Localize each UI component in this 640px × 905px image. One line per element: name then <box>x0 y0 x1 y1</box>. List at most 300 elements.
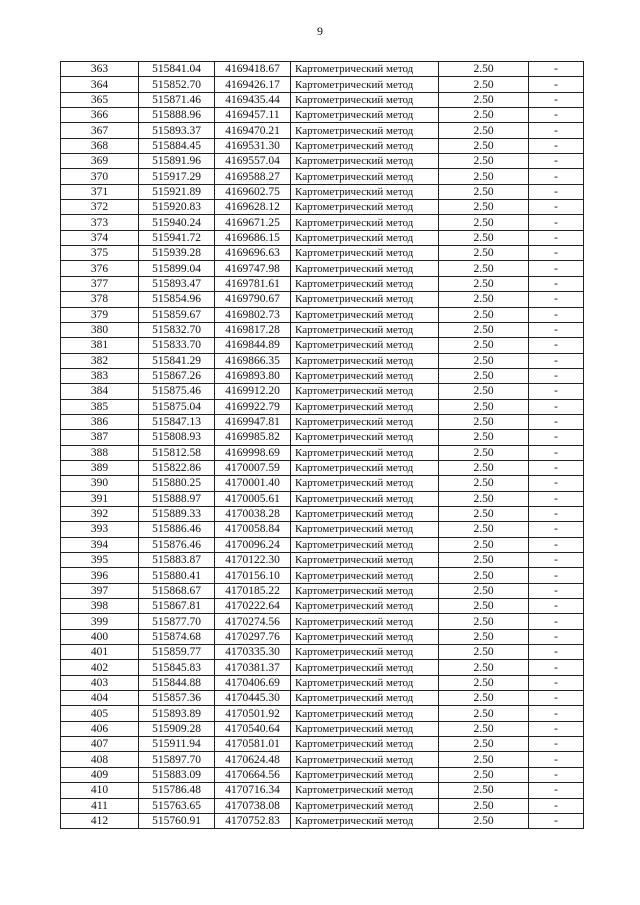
method-cell: Картометрический метод <box>291 491 439 506</box>
note-cell: - <box>529 215 584 230</box>
precision-cell: 2.50 <box>439 553 529 568</box>
y-coordinate-cell: 4169802.73 <box>215 307 291 322</box>
note-cell: - <box>529 476 584 491</box>
precision-cell: 2.50 <box>439 138 529 153</box>
point-number-cell: 405 <box>61 706 139 721</box>
y-coordinate-cell: 4170058.84 <box>215 522 291 537</box>
table-row <box>61 798 584 813</box>
table-row <box>61 77 584 92</box>
precision-cell: 2.50 <box>439 338 529 353</box>
precision-cell: 2.50 <box>439 614 529 629</box>
note-cell: - <box>529 583 584 598</box>
x-coordinate-cell: 515852.70 <box>139 77 215 92</box>
precision-cell: 2.50 <box>439 215 529 230</box>
x-coordinate-cell: 515893.37 <box>139 123 215 138</box>
y-coordinate-cell: 4169671.25 <box>215 215 291 230</box>
note-cell: - <box>529 230 584 245</box>
y-coordinate-cell: 4170335.30 <box>215 645 291 660</box>
point-number-cell: 398 <box>61 599 139 614</box>
x-coordinate-cell: 515889.33 <box>139 506 215 521</box>
x-coordinate-cell: 515880.41 <box>139 568 215 583</box>
x-coordinate-cell: 515867.81 <box>139 599 215 614</box>
method-cell: Картометрический метод <box>291 706 439 721</box>
point-number-cell: 377 <box>61 276 139 291</box>
point-number-cell: 411 <box>61 798 139 813</box>
precision-cell: 2.50 <box>439 813 529 828</box>
x-coordinate-cell: 515891.96 <box>139 154 215 169</box>
note-cell: - <box>529 798 584 813</box>
y-coordinate-cell: 4169628.12 <box>215 200 291 215</box>
precision-cell: 2.50 <box>439 522 529 537</box>
y-coordinate-cell: 4170540.64 <box>215 721 291 736</box>
table-row <box>61 215 584 230</box>
note-cell: - <box>529 200 584 215</box>
precision-cell: 2.50 <box>439 368 529 383</box>
precision-cell: 2.50 <box>439 230 529 245</box>
y-coordinate-cell: 4169747.98 <box>215 261 291 276</box>
table-row <box>61 276 584 291</box>
y-coordinate-cell: 4170007.59 <box>215 460 291 475</box>
note-cell: - <box>529 783 584 798</box>
method-cell: Картометрический метод <box>291 384 439 399</box>
point-number-cell: 403 <box>61 675 139 690</box>
note-cell: - <box>529 123 584 138</box>
note-cell: - <box>529 154 584 169</box>
y-coordinate-cell: 4170222.64 <box>215 599 291 614</box>
precision-cell: 2.50 <box>439 767 529 782</box>
table-row <box>61 629 584 644</box>
y-coordinate-cell: 4169426.17 <box>215 77 291 92</box>
y-coordinate-cell: 4169470.21 <box>215 123 291 138</box>
precision-cell: 2.50 <box>439 169 529 184</box>
table-row <box>61 660 584 675</box>
point-number-cell: 391 <box>61 491 139 506</box>
note-cell: - <box>529 460 584 475</box>
table-row <box>61 506 584 521</box>
precision-cell: 2.50 <box>439 353 529 368</box>
coordinates-table <box>60 61 584 829</box>
method-cell: Картометрический метод <box>291 62 439 77</box>
point-number-cell: 372 <box>61 200 139 215</box>
precision-cell: 2.50 <box>439 660 529 675</box>
point-number-cell: 386 <box>61 414 139 429</box>
y-coordinate-cell: 4169844.89 <box>215 338 291 353</box>
precision-cell: 2.50 <box>439 675 529 690</box>
method-cell: Картометрический метод <box>291 230 439 245</box>
x-coordinate-cell: 515857.36 <box>139 691 215 706</box>
y-coordinate-cell: 4170274.56 <box>215 614 291 629</box>
precision-cell: 2.50 <box>439 798 529 813</box>
y-coordinate-cell: 4170005.61 <box>215 491 291 506</box>
point-number-cell: 397 <box>61 583 139 598</box>
point-number-cell: 396 <box>61 568 139 583</box>
method-cell: Картометрический метод <box>291 215 439 230</box>
table-row <box>61 430 584 445</box>
table-row <box>61 721 584 736</box>
method-cell: Картометрический метод <box>291 691 439 706</box>
method-cell: Картометрический метод <box>291 261 439 276</box>
precision-cell: 2.50 <box>439 752 529 767</box>
point-number-cell: 369 <box>61 154 139 169</box>
method-cell: Картометрический метод <box>291 123 439 138</box>
y-coordinate-cell: 4170096.24 <box>215 537 291 552</box>
table-row <box>61 583 584 598</box>
precision-cell: 2.50 <box>439 599 529 614</box>
x-coordinate-cell: 515875.04 <box>139 399 215 414</box>
table-row <box>61 568 584 583</box>
x-coordinate-cell: 515832.70 <box>139 322 215 337</box>
point-number-cell: 374 <box>61 230 139 245</box>
y-coordinate-cell: 4169790.67 <box>215 292 291 307</box>
table-row <box>61 599 584 614</box>
precision-cell: 2.50 <box>439 246 529 261</box>
note-cell: - <box>529 276 584 291</box>
table-row <box>61 384 584 399</box>
y-coordinate-cell: 4170624.48 <box>215 752 291 767</box>
precision-cell: 2.50 <box>439 691 529 706</box>
note-cell: - <box>529 553 584 568</box>
precision-cell: 2.50 <box>439 476 529 491</box>
note-cell: - <box>529 322 584 337</box>
x-coordinate-cell: 515909.28 <box>139 721 215 736</box>
x-coordinate-cell: 515812.58 <box>139 445 215 460</box>
note-cell: - <box>529 645 584 660</box>
y-coordinate-cell: 4169696.63 <box>215 246 291 261</box>
method-cell: Картометрический метод <box>291 813 439 828</box>
x-coordinate-cell: 515917.29 <box>139 169 215 184</box>
x-coordinate-cell: 515883.09 <box>139 767 215 782</box>
precision-cell: 2.50 <box>439 506 529 521</box>
point-number-cell: 390 <box>61 476 139 491</box>
method-cell: Картометрический метод <box>291 184 439 199</box>
method-cell: Картометрический метод <box>291 629 439 644</box>
y-coordinate-cell: 4169435.44 <box>215 92 291 107</box>
precision-cell: 2.50 <box>439 414 529 429</box>
x-coordinate-cell: 515876.46 <box>139 537 215 552</box>
table-row <box>61 230 584 245</box>
method-cell: Картометрический метод <box>291 506 439 521</box>
point-number-cell: 383 <box>61 368 139 383</box>
precision-cell: 2.50 <box>439 184 529 199</box>
method-cell: Картометрический метод <box>291 767 439 782</box>
x-coordinate-cell: 515859.67 <box>139 307 215 322</box>
point-number-cell: 378 <box>61 292 139 307</box>
method-cell: Картометрический метод <box>291 445 439 460</box>
table-row <box>61 553 584 568</box>
table-row <box>61 200 584 215</box>
precision-cell: 2.50 <box>439 460 529 475</box>
y-coordinate-cell: 4170122.30 <box>215 553 291 568</box>
method-cell: Картометрический метод <box>291 568 439 583</box>
x-coordinate-cell: 515888.97 <box>139 491 215 506</box>
method-cell: Картометрический метод <box>291 246 439 261</box>
table-row <box>61 522 584 537</box>
x-coordinate-cell: 515841.29 <box>139 353 215 368</box>
method-cell: Картометрический метод <box>291 522 439 537</box>
y-coordinate-cell: 4169866.35 <box>215 353 291 368</box>
point-number-cell: 412 <box>61 813 139 828</box>
table-row <box>61 767 584 782</box>
table-row <box>61 537 584 552</box>
table-row <box>61 675 584 690</box>
x-coordinate-cell: 515911.94 <box>139 737 215 752</box>
note-cell: - <box>529 706 584 721</box>
note-cell: - <box>529 522 584 537</box>
note-cell: - <box>529 675 584 690</box>
x-coordinate-cell: 515877.70 <box>139 614 215 629</box>
method-cell: Картометрический метод <box>291 798 439 813</box>
method-cell: Картометрический метод <box>291 353 439 368</box>
precision-cell: 2.50 <box>439 62 529 77</box>
x-coordinate-cell: 515841.04 <box>139 62 215 77</box>
note-cell: - <box>529 169 584 184</box>
y-coordinate-cell: 4169457.11 <box>215 108 291 123</box>
precision-cell: 2.50 <box>439 92 529 107</box>
y-coordinate-cell: 4170381.37 <box>215 660 291 675</box>
y-coordinate-cell: 4169781.61 <box>215 276 291 291</box>
note-cell: - <box>529 92 584 107</box>
note-cell: - <box>529 399 584 414</box>
x-coordinate-cell: 515786.48 <box>139 783 215 798</box>
precision-cell: 2.50 <box>439 583 529 598</box>
method-cell: Картометрический метод <box>291 414 439 429</box>
note-cell: - <box>529 506 584 521</box>
x-coordinate-cell: 515921.89 <box>139 184 215 199</box>
precision-cell: 2.50 <box>439 783 529 798</box>
table-row <box>61 752 584 767</box>
point-number-cell: 395 <box>61 553 139 568</box>
note-cell: - <box>529 813 584 828</box>
method-cell: Картометрический метод <box>291 292 439 307</box>
note-cell: - <box>529 629 584 644</box>
note-cell: - <box>529 338 584 353</box>
method-cell: Картометрический метод <box>291 737 439 752</box>
note-cell: - <box>529 246 584 261</box>
method-cell: Картометрический метод <box>291 752 439 767</box>
y-coordinate-cell: 4169817.28 <box>215 322 291 337</box>
precision-cell: 2.50 <box>439 430 529 445</box>
y-coordinate-cell: 4170406.69 <box>215 675 291 690</box>
x-coordinate-cell: 515897.70 <box>139 752 215 767</box>
note-cell: - <box>529 445 584 460</box>
method-cell: Картометрический метод <box>291 599 439 614</box>
table-row <box>61 92 584 107</box>
method-cell: Картометрический метод <box>291 660 439 675</box>
method-cell: Картометрический метод <box>291 675 439 690</box>
point-number-cell: 409 <box>61 767 139 782</box>
point-number-cell: 404 <box>61 691 139 706</box>
x-coordinate-cell: 515875.46 <box>139 384 215 399</box>
point-number-cell: 402 <box>61 660 139 675</box>
table-row <box>61 108 584 123</box>
table-row <box>61 169 584 184</box>
precision-cell: 2.50 <box>439 706 529 721</box>
method-cell: Картометрический метод <box>291 614 439 629</box>
y-coordinate-cell: 4170738.08 <box>215 798 291 813</box>
point-number-cell: 363 <box>61 62 139 77</box>
note-cell: - <box>529 184 584 199</box>
y-coordinate-cell: 4169985.82 <box>215 430 291 445</box>
method-cell: Картометрический метод <box>291 154 439 169</box>
precision-cell: 2.50 <box>439 568 529 583</box>
note-cell: - <box>529 307 584 322</box>
table-row <box>61 184 584 199</box>
method-cell: Картометрический метод <box>291 77 439 92</box>
x-coordinate-cell: 515893.89 <box>139 706 215 721</box>
precision-cell: 2.50 <box>439 307 529 322</box>
point-number-cell: 364 <box>61 77 139 92</box>
point-number-cell: 410 <box>61 783 139 798</box>
point-number-cell: 399 <box>61 614 139 629</box>
method-cell: Картометрический метод <box>291 138 439 153</box>
method-cell: Картометрический метод <box>291 307 439 322</box>
x-coordinate-cell: 515874.68 <box>139 629 215 644</box>
point-number-cell: 392 <box>61 506 139 521</box>
table-row <box>61 338 584 353</box>
precision-cell: 2.50 <box>439 721 529 736</box>
table-row <box>61 368 584 383</box>
coordinates-table-body <box>61 62 584 829</box>
y-coordinate-cell: 4169922.79 <box>215 399 291 414</box>
table-row <box>61 414 584 429</box>
x-coordinate-cell: 515899.04 <box>139 261 215 276</box>
x-coordinate-cell: 515888.96 <box>139 108 215 123</box>
point-number-cell: 367 <box>61 123 139 138</box>
table-row <box>61 737 584 752</box>
table-row <box>61 614 584 629</box>
y-coordinate-cell: 4169947.81 <box>215 414 291 429</box>
method-cell: Картометрический метод <box>291 430 439 445</box>
x-coordinate-cell: 515884.45 <box>139 138 215 153</box>
table-row <box>61 399 584 414</box>
note-cell: - <box>529 384 584 399</box>
y-coordinate-cell: 4170445.30 <box>215 691 291 706</box>
table-row <box>61 123 584 138</box>
y-coordinate-cell: 4170501.92 <box>215 706 291 721</box>
x-coordinate-cell: 515833.70 <box>139 338 215 353</box>
note-cell: - <box>529 77 584 92</box>
method-cell: Картометрический метод <box>291 169 439 184</box>
table-row <box>61 491 584 506</box>
y-coordinate-cell: 4169531.30 <box>215 138 291 153</box>
method-cell: Картометрический метод <box>291 338 439 353</box>
page-number: 9 <box>317 24 323 38</box>
y-coordinate-cell: 4170001.40 <box>215 476 291 491</box>
note-cell: - <box>529 737 584 752</box>
table-row <box>61 292 584 307</box>
table-row <box>61 307 584 322</box>
point-number-cell: 407 <box>61 737 139 752</box>
y-coordinate-cell: 4170185.22 <box>215 583 291 598</box>
point-number-cell: 394 <box>61 537 139 552</box>
x-coordinate-cell: 515868.67 <box>139 583 215 598</box>
table-row <box>61 353 584 368</box>
method-cell: Картометрический метод <box>291 783 439 798</box>
precision-cell: 2.50 <box>439 322 529 337</box>
note-cell: - <box>529 430 584 445</box>
precision-cell: 2.50 <box>439 537 529 552</box>
precision-cell: 2.50 <box>439 77 529 92</box>
y-coordinate-cell: 4170716.34 <box>215 783 291 798</box>
note-cell: - <box>529 261 584 276</box>
y-coordinate-cell: 4170581.01 <box>215 737 291 752</box>
x-coordinate-cell: 515808.93 <box>139 430 215 445</box>
point-number-cell: 382 <box>61 353 139 368</box>
precision-cell: 2.50 <box>439 491 529 506</box>
point-number-cell: 365 <box>61 92 139 107</box>
point-number-cell: 375 <box>61 246 139 261</box>
precision-cell: 2.50 <box>439 399 529 414</box>
y-coordinate-cell: 4170752.83 <box>215 813 291 828</box>
note-cell: - <box>529 138 584 153</box>
method-cell: Картометрический метод <box>291 322 439 337</box>
x-coordinate-cell: 515940.24 <box>139 215 215 230</box>
point-number-cell: 366 <box>61 108 139 123</box>
method-cell: Картометрический метод <box>291 92 439 107</box>
table-row <box>61 460 584 475</box>
method-cell: Картометрический метод <box>291 460 439 475</box>
note-cell: - <box>529 568 584 583</box>
x-coordinate-cell: 515880.25 <box>139 476 215 491</box>
method-cell: Картометрический метод <box>291 645 439 660</box>
note-cell: - <box>529 491 584 506</box>
point-number-cell: 376 <box>61 261 139 276</box>
y-coordinate-cell: 4169418.67 <box>215 62 291 77</box>
y-coordinate-cell: 4170038.28 <box>215 506 291 521</box>
x-coordinate-cell: 515893.47 <box>139 276 215 291</box>
point-number-cell: 400 <box>61 629 139 644</box>
point-number-cell: 401 <box>61 645 139 660</box>
note-cell: - <box>529 767 584 782</box>
table-row <box>61 322 584 337</box>
table-row <box>61 691 584 706</box>
table-row <box>61 445 584 460</box>
precision-cell: 2.50 <box>439 384 529 399</box>
x-coordinate-cell: 515939.28 <box>139 246 215 261</box>
point-number-cell: 368 <box>61 138 139 153</box>
table-row <box>61 138 584 153</box>
note-cell: - <box>529 660 584 675</box>
point-number-cell: 373 <box>61 215 139 230</box>
point-number-cell: 381 <box>61 338 139 353</box>
method-cell: Картометрический метод <box>291 276 439 291</box>
point-number-cell: 370 <box>61 169 139 184</box>
point-number-cell: 379 <box>61 307 139 322</box>
y-coordinate-cell: 4169893.80 <box>215 368 291 383</box>
point-number-cell: 388 <box>61 445 139 460</box>
x-coordinate-cell: 515854.96 <box>139 292 215 307</box>
x-coordinate-cell: 515847.13 <box>139 414 215 429</box>
y-coordinate-cell: 4169912.20 <box>215 384 291 399</box>
y-coordinate-cell: 4169588.27 <box>215 169 291 184</box>
y-coordinate-cell: 4169557.04 <box>215 154 291 169</box>
precision-cell: 2.50 <box>439 645 529 660</box>
precision-cell: 2.50 <box>439 445 529 460</box>
x-coordinate-cell: 515941.72 <box>139 230 215 245</box>
x-coordinate-cell: 515920.83 <box>139 200 215 215</box>
y-coordinate-cell: 4170297.76 <box>215 629 291 644</box>
note-cell: - <box>529 292 584 307</box>
point-number-cell: 371 <box>61 184 139 199</box>
table-row <box>61 813 584 828</box>
x-coordinate-cell: 515883.87 <box>139 553 215 568</box>
method-cell: Картометрический метод <box>291 583 439 598</box>
precision-cell: 2.50 <box>439 154 529 169</box>
table-row <box>61 783 584 798</box>
table-row <box>61 62 584 77</box>
y-coordinate-cell: 4169602.75 <box>215 184 291 199</box>
note-cell: - <box>529 414 584 429</box>
